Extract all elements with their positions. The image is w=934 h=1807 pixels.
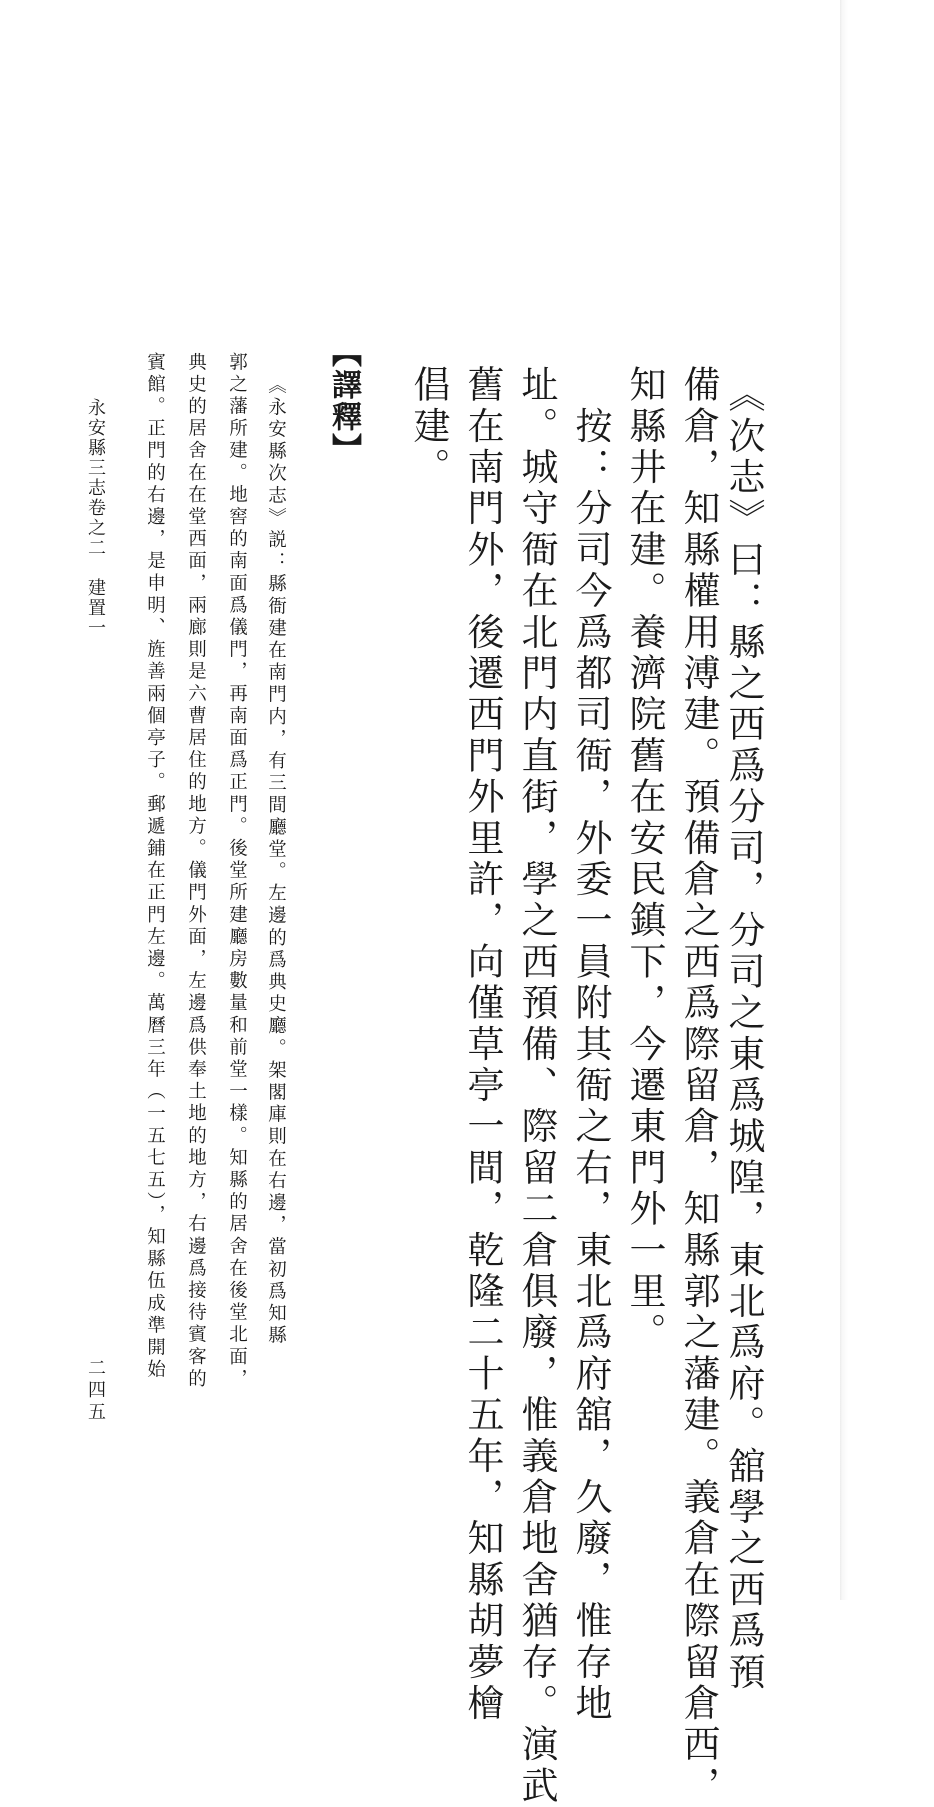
main-text-line-3: 知縣井在建。養濟院舊在安民鎮下，今遷東門外一里。 [623,365,666,1354]
main-text-line-4: 按：分司今爲都司衙，外委一員附其衙之右，東北爲府舘，久廢，惟存地 [569,365,612,1725]
translation-line-1: 《永安縣次志》説：縣衙建在南門内，有三間廳堂。左邊的爲典史廳。架閣庫則在右邊，當初爲知縣 [265,375,287,1348]
main-text-line-2: 備倉，知縣權用溥建。預備倉之西爲際留倉，知縣郭之藩建。義倉在際留倉西， [677,365,720,1807]
page-edge [840,0,934,1600]
translation-line-3: 典史的居舍在在堂西面，兩廊則是六曹居住的地方。儀門外面，左邊爲供奉土地的地方，右邊爲接待賓客的 [185,352,207,1391]
main-text-line-5: 址。城守衙在北門内直街，學之西預備、際留二倉俱廢，惟義倉地舍猶存。演武 [515,365,558,1807]
main-text-line-6: 舊在南門外，後遷西門外里許，向僅草亭一間，乾隆二十五年，知縣胡夢檜 [461,365,504,1725]
page-number: 二四五 [85,1358,106,1424]
main-text-line-1: 《次志》曰：縣之西爲分司，分司之東爲城隍，東北爲府。舘學之西爲預 [722,375,765,1694]
translation-line-4: 賓館。正門的右邊，是申明、旌善兩個亭子。郵遞鋪在正門左邊。萬曆三年（一五七五），知縣伍成準開始 [144,352,166,1382]
translation-heading: 【譯釋】 [326,337,361,465]
main-text-line-7: 倡建。 [407,365,450,489]
translation-line-2: 郭之藩所建。地窖的南面爲儀門，再南面爲正門。後堂所建廳房數量和前堂一樣。知縣的居舍在後堂北面， [226,352,248,1391]
running-title: 永安縣三志卷之二 建置一 [85,398,106,638]
